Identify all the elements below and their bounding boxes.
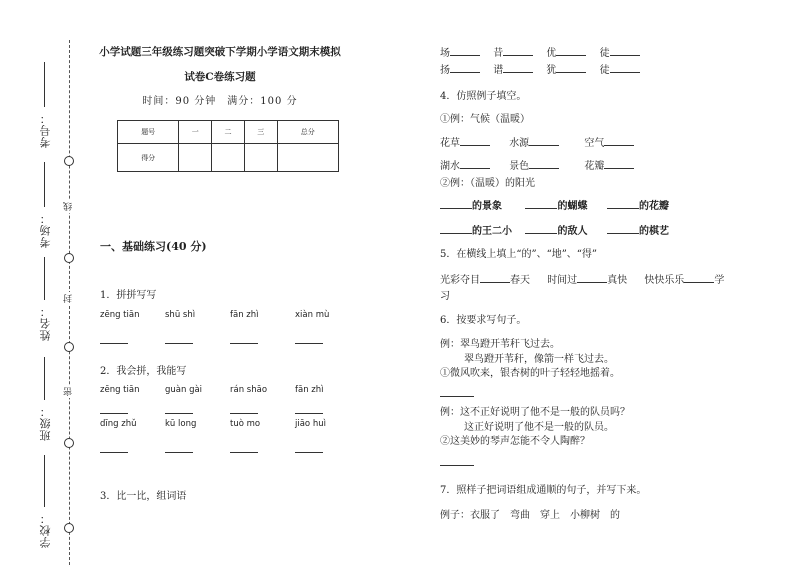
answer-blank[interactable] [450,46,480,56]
score-table-header: 二 [212,121,245,144]
question-5-label: 5．在横线上填上“的”、“地”、“得” [440,249,598,260]
compare-char: 谱 [493,65,504,76]
answer-blank[interactable] [165,343,193,344]
left-column [95,40,345,502]
time-info: 时间：90 分钟 满分：100 分 [142,96,298,107]
pinyin: shū shì [165,310,196,320]
score-row-label: 得分 [118,144,179,172]
binding-hole [64,156,74,166]
fill-row [440,197,669,212]
binding-hole [64,438,74,448]
binding-margin [0,0,95,565]
fill-row [440,157,634,172]
fill-word: 的花瓣 [638,201,669,212]
question-3-label: 3．比一比，组词语 [100,491,187,502]
school-label: 学校： [39,512,52,548]
example-text: 这正好说明了他不是一般的队员。 [464,422,614,433]
answer-blank[interactable] [529,159,559,169]
exam-room-label: 考场： [39,212,52,248]
fill-word: 的蝴蝶 [557,201,588,212]
compare-char: 犹 [546,65,557,76]
compare-char: 场 [440,48,450,59]
answer-blank[interactable] [480,273,510,283]
answer-blank[interactable] [525,224,557,234]
fill-word: 花瓣 [584,161,605,172]
seal-char: 线 [64,202,74,211]
sentence-text: 真快 [607,275,628,286]
answer-line [440,387,474,400]
sentence-text: 时间过 [547,275,578,286]
score-table-header: 一 [179,121,212,144]
pinyin: kū long [165,419,197,429]
answer-blank[interactable] [450,63,480,73]
answer-blank[interactable] [556,46,586,56]
sentence-prompt: ②这美妙的琴声怎能不令人陶醉？ [440,436,590,447]
sentence-text: 快快乐乐 [644,275,685,286]
answer-blank[interactable] [460,159,490,169]
fill-word: 空气 [584,138,605,149]
fill-row [440,134,634,149]
example-text: ①例：气候（温暖） [440,114,530,125]
binding-hole [64,253,74,263]
answer-blank[interactable] [295,452,323,453]
exam-number-line [44,62,45,107]
pinyin-row [100,310,360,320]
pinyin: zēng tiān [100,310,140,320]
score-table-header: 三 [244,121,277,144]
sentence-prompt: ①微风吹来，银杏树的叶子轻轻地摇着。 [440,368,620,379]
sentence-text: 光彩夺目 [440,275,480,286]
name-line [44,257,45,300]
fill-row [440,222,669,237]
answer-blank[interactable] [165,413,193,414]
page-title: 小学试题三年级练习题突破下学期小学语文期末模拟试卷C卷练习题 [99,46,341,83]
example-text: 翠鸟蹬开苇秆，像箭一样飞过去。 [464,354,614,365]
answer-blank[interactable] [230,343,258,344]
pinyin: xiàn mù [295,310,330,320]
score-table [117,120,339,172]
section-heading: 一、基础练习(40 分) [100,240,207,253]
compare-char: 徒 [599,48,610,59]
binding-hole [64,523,74,533]
fill-row [440,271,724,286]
fill-word: 水源 [509,138,530,149]
answer-blank[interactable] [295,343,323,344]
answer-blank-row [100,406,360,417]
answer-blank[interactable] [460,136,490,146]
answer-blank[interactable] [440,199,472,209]
answer-blank[interactable] [604,159,634,169]
score-table-header: 总分 [277,121,338,144]
sentence-text: 习 [440,291,450,302]
pinyin: tuò mo [230,419,261,429]
sentence-text: 春天 [510,275,530,286]
answer-blank[interactable] [684,273,714,283]
compare-char: 扬 [440,65,450,76]
pinyin: fān zhì [230,310,259,320]
score-cell[interactable] [212,144,245,172]
answer-blank[interactable] [503,63,533,73]
answer-blank[interactable] [100,413,128,414]
answer-blank[interactable] [440,224,472,234]
compare-words-row [440,44,640,59]
answer-blank[interactable] [230,452,258,453]
fill-word: 的景象 [472,201,502,212]
answer-blank[interactable] [100,452,128,453]
pinyin: guàn gài [165,385,203,395]
answer-blank[interactable] [529,136,559,146]
fill-word: 湖水 [440,161,460,172]
exam-number-label: 考号： [39,112,52,148]
example-text: ②例：（温暖）的阳光 [440,178,535,189]
answer-blank[interactable] [440,387,474,397]
answer-blank[interactable] [165,452,193,453]
score-cell[interactable] [179,144,212,172]
fill-word: 的王二小 [472,226,512,237]
binding-hole [64,342,74,352]
pinyin: dīng zhǔ [100,419,137,429]
pinyin: zēng tiān [100,385,140,395]
answer-blank[interactable] [440,456,474,466]
name-label: 姓名： [39,305,52,341]
exam-room-line [44,162,45,207]
class-line [44,357,45,400]
compare-words-row [440,61,640,76]
answer-blank[interactable] [295,413,323,414]
seal-char: 封 [64,294,74,303]
seal-char: 密 [64,387,74,396]
sentence-text: 学 [714,275,725,286]
question-4-label: 4．仿照例子填空。 [440,91,527,102]
answer-blank[interactable] [610,46,640,56]
score-table-header: 题号 [118,121,179,144]
answer-blank[interactable] [607,199,639,209]
pinyin-row [100,419,360,429]
fill-word: 花草 [440,138,460,149]
fill-word: 景色 [509,161,530,172]
school-line [44,455,45,507]
answer-blank[interactable] [607,224,639,234]
score-cell[interactable] [244,144,277,172]
class-label: 班级： [39,405,52,441]
compare-char: 昔 [493,48,504,59]
question-1-label: 1．拼拼写写 [100,290,157,301]
question-7-label: 7．照样子把词语组成通顺的句子，并写下来。 [440,485,647,496]
answer-blank[interactable] [604,136,634,146]
answer-blank[interactable] [100,343,128,344]
answer-blank[interactable] [577,273,607,283]
example-text: 例子：衣服了 弯曲 穿上 小柳树 的 [440,510,620,521]
answer-blank[interactable] [525,199,557,209]
compare-char: 徒 [599,65,610,76]
question-6-label: 6．按要求写句子。 [440,315,527,326]
fill-word: 的敌人 [557,226,588,237]
pinyin: jiāo huì [295,419,326,429]
score-cell[interactable] [277,144,338,172]
answer-blank-row [100,336,360,347]
pinyin: rán shāo [230,385,268,395]
pinyin-row [100,385,360,395]
fill-word: 的棋艺 [638,226,669,237]
example-text: 例：这不正好说明了他不是一般的队员吗？ [440,407,630,418]
answer-blank[interactable] [610,63,640,73]
answer-blank[interactable] [230,413,258,414]
answer-blank-row [100,445,360,456]
compare-char: 优 [546,48,557,59]
pinyin: fān zhì [295,385,324,395]
answer-blank[interactable] [503,46,533,56]
answer-line [440,456,474,469]
example-text: 例：翠鸟蹬开苇秆飞过去。 [440,339,560,350]
answer-blank[interactable] [556,63,586,73]
question-2-label: 2．我会拼，我能写 [100,366,187,377]
